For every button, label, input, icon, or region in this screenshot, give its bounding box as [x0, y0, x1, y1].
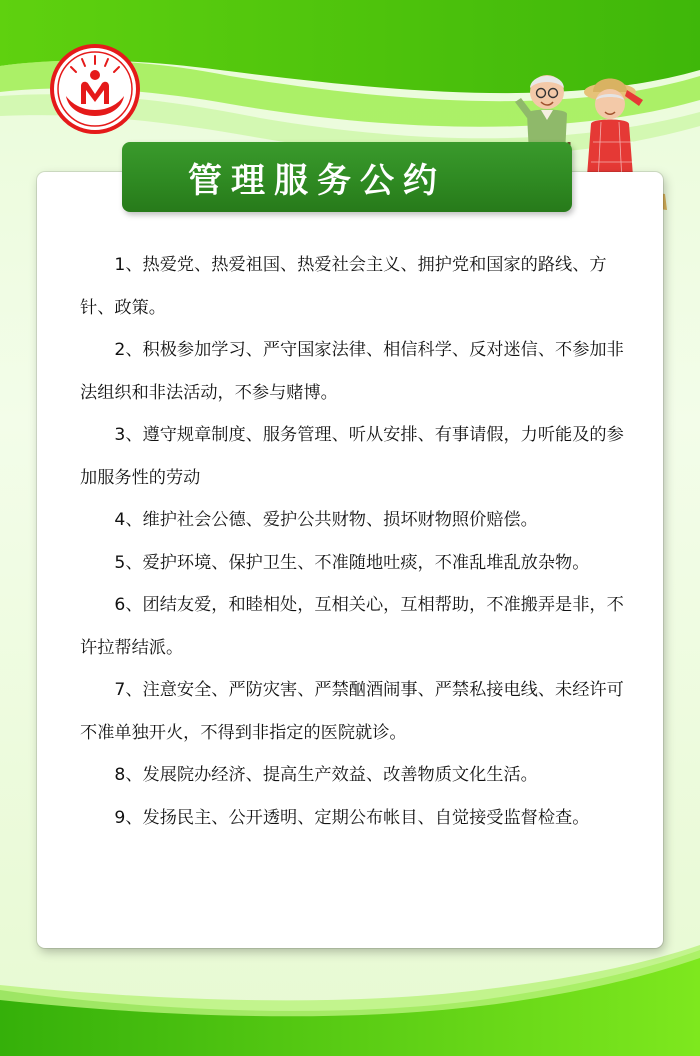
rule-item: 1、热爱党、热爱祖国、热爱社会主义、拥护党和国家的路线、方针、政策。: [80, 255, 607, 318]
rule-item: 4、维护社会公德、爱护公共财物、损坏财物照价赔偿。: [114, 510, 538, 530]
title-banner: [122, 142, 572, 212]
logo-emblem-icon: [50, 44, 140, 134]
rule-item: 9、发扬民主、公开透明、定期公布帐目、自觉接受监督检查。: [114, 807, 590, 828]
rule-item: 5、爱护环境、保护卫生、不准随地吐痰，不准乱堆乱放杂物。: [114, 552, 590, 573]
rules-list: [80, 244, 626, 839]
rule-item: 3、遵守规章制度、服务管理、听从安排、有事请假，力听能及的参加服务性的劳动: [80, 425, 624, 488]
rule-item: 7、注意安全、严防灾害、严禁酗酒闹事、严禁私接电线、未经许可不准单独开火，不得到非指定的医院就诊。: [80, 680, 624, 743]
rule-item: 8、发展院办经济、提高生产效益、改善物质文化生活。: [114, 765, 538, 785]
rule-item: 6、团结友爱，和睦相处，互相关心，互相帮助，不准搬弄是非，不许拉帮结派。: [80, 595, 624, 658]
rule-item: 2、积极参加学习、严守国家法律、相信科学、反对迷信、不参加非法组织和非法活动，不参与赌博。: [80, 340, 624, 403]
page-title: 管理服务公约: [188, 160, 446, 201]
